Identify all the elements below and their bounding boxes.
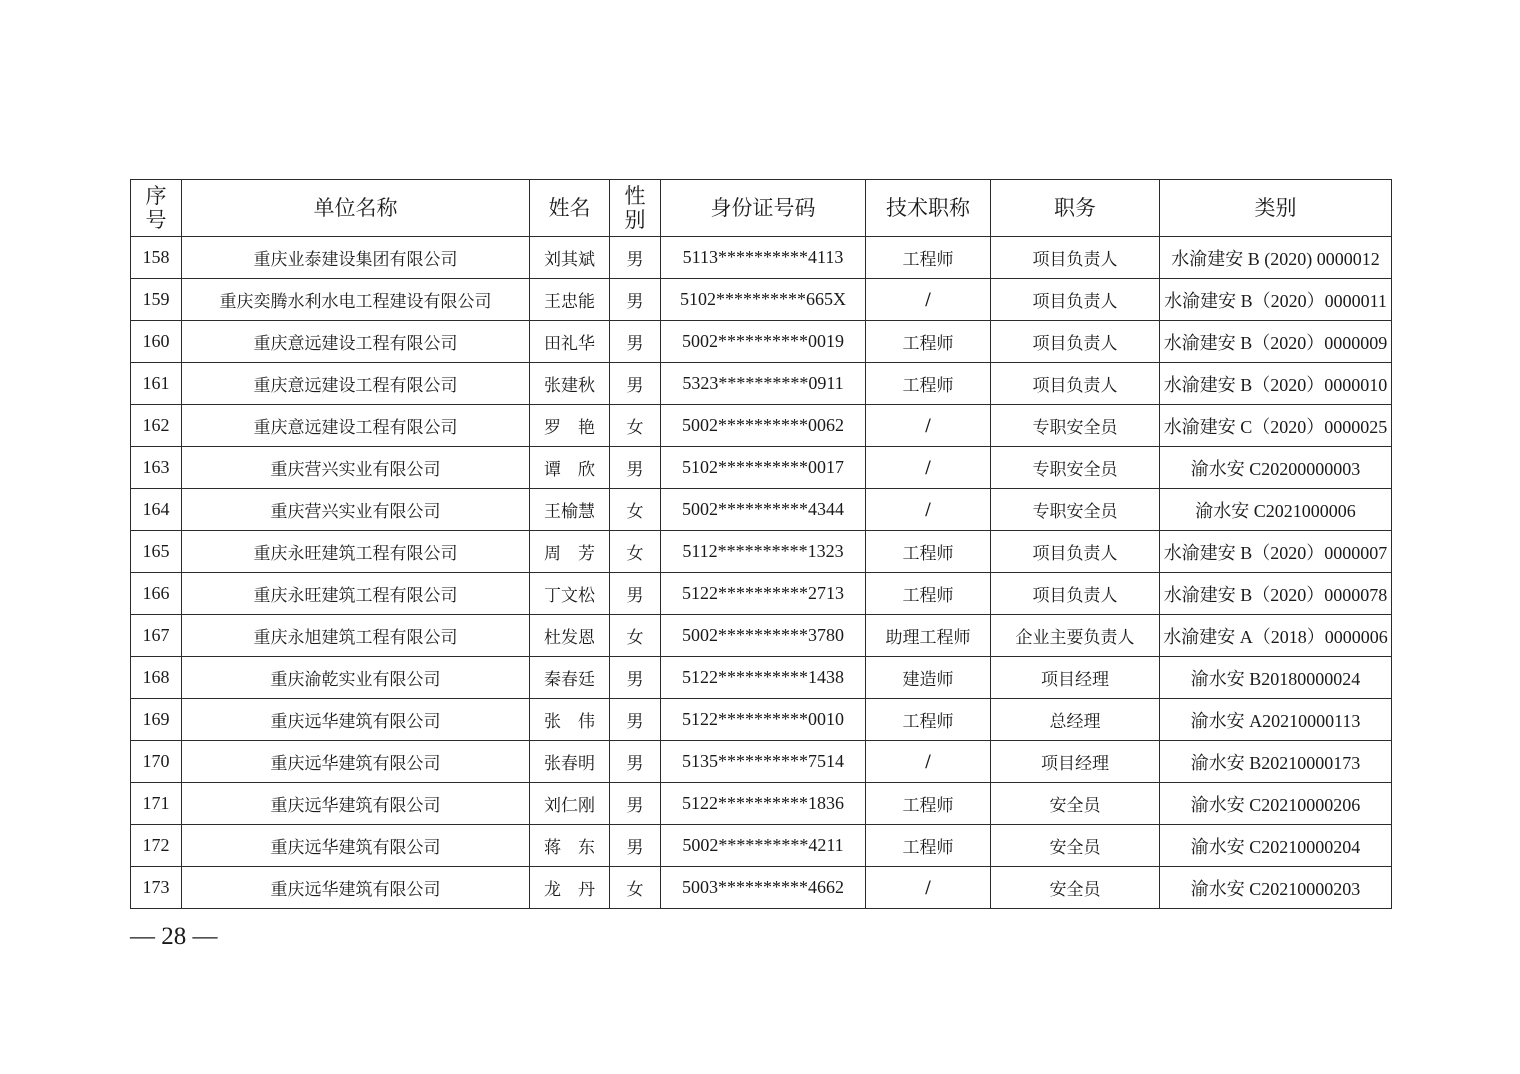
table-row bbox=[131, 489, 1392, 531]
cell-seq: 159 bbox=[131, 279, 182, 321]
personnel-table-container bbox=[130, 179, 1392, 909]
table-row bbox=[131, 405, 1392, 447]
cell-title: / bbox=[866, 405, 991, 447]
cell-title: 工程师 bbox=[866, 573, 991, 615]
cell-seq: 166 bbox=[131, 573, 182, 615]
cell-gender: 男 bbox=[610, 783, 661, 825]
cell-seq: 173 bbox=[131, 867, 182, 909]
cell-id-number: 5122**********1438 bbox=[661, 657, 866, 699]
cell-seq: 167 bbox=[131, 615, 182, 657]
header-seq bbox=[131, 180, 182, 237]
cell-position: 项目负责人 bbox=[991, 321, 1160, 363]
cell-id-number: 5122**********2713 bbox=[661, 573, 866, 615]
cell-position: 专职安全员 bbox=[991, 489, 1160, 531]
table-row bbox=[131, 867, 1392, 909]
cell-name: 张春明 bbox=[530, 741, 610, 783]
cell-name: 王忠能 bbox=[530, 279, 610, 321]
cell-gender: 女 bbox=[610, 489, 661, 531]
cell-seq: 170 bbox=[131, 741, 182, 783]
table-row bbox=[131, 447, 1392, 489]
cell-id-number: 5002**********3780 bbox=[661, 615, 866, 657]
cell-gender: 男 bbox=[610, 741, 661, 783]
cell-gender: 女 bbox=[610, 615, 661, 657]
cell-position: 项目负责人 bbox=[991, 573, 1160, 615]
cell-position: 企业主要负责人 bbox=[991, 615, 1160, 657]
table-row bbox=[131, 531, 1392, 573]
cell-category: 水渝建安 B (2020) 0000012 bbox=[1160, 237, 1392, 279]
cell-category: 渝水安 C20210000206 bbox=[1160, 783, 1392, 825]
cell-name: 谭 欣 bbox=[530, 447, 610, 489]
cell-title: 工程师 bbox=[866, 825, 991, 867]
cell-position: 项目负责人 bbox=[991, 363, 1160, 405]
cell-company: 重庆远华建筑有限公司 bbox=[182, 825, 530, 867]
page-number: — 28 — bbox=[130, 923, 218, 950]
cell-category: 渝水安 C20200000003 bbox=[1160, 447, 1392, 489]
cell-company: 重庆渝乾实业有限公司 bbox=[182, 657, 530, 699]
cell-name: 张建秋 bbox=[530, 363, 610, 405]
cell-title: 工程师 bbox=[866, 321, 991, 363]
cell-position: 项目负责人 bbox=[991, 237, 1160, 279]
cell-position: 项目经理 bbox=[991, 741, 1160, 783]
cell-title: 工程师 bbox=[866, 363, 991, 405]
header-gender-label: 性 别 bbox=[624, 184, 646, 232]
cell-name: 田礼华 bbox=[530, 321, 610, 363]
cell-name: 刘其斌 bbox=[530, 237, 610, 279]
cell-position: 安全员 bbox=[991, 783, 1160, 825]
cell-company: 重庆远华建筑有限公司 bbox=[182, 699, 530, 741]
cell-id-number: 5002**********0019 bbox=[661, 321, 866, 363]
cell-seq: 168 bbox=[131, 657, 182, 699]
cell-title: / bbox=[866, 489, 991, 531]
cell-company: 重庆永旺建筑工程有限公司 bbox=[182, 573, 530, 615]
cell-id-number: 5002**********4211 bbox=[661, 825, 866, 867]
table-row bbox=[131, 237, 1392, 279]
table-row bbox=[131, 825, 1392, 867]
cell-category: 水渝建安 B（2020）0000010 bbox=[1160, 363, 1392, 405]
cell-seq: 161 bbox=[131, 363, 182, 405]
cell-seq: 160 bbox=[131, 321, 182, 363]
cell-seq: 162 bbox=[131, 405, 182, 447]
header-position: 职务 bbox=[991, 180, 1160, 237]
table-body bbox=[131, 237, 1392, 909]
cell-company: 重庆营兴实业有限公司 bbox=[182, 489, 530, 531]
cell-name: 刘仁刚 bbox=[530, 783, 610, 825]
cell-name: 罗 艳 bbox=[530, 405, 610, 447]
cell-category: 渝水安 C20210000204 bbox=[1160, 825, 1392, 867]
header-gender bbox=[610, 180, 661, 237]
cell-title: 建造师 bbox=[866, 657, 991, 699]
table-header-row bbox=[131, 180, 1392, 237]
cell-title: / bbox=[866, 279, 991, 321]
header-company: 单位名称 bbox=[182, 180, 530, 237]
cell-company: 重庆意远建设工程有限公司 bbox=[182, 405, 530, 447]
cell-id-number: 5112**********1323 bbox=[661, 531, 866, 573]
cell-id-number: 5122**********0010 bbox=[661, 699, 866, 741]
cell-title: 工程师 bbox=[866, 237, 991, 279]
header-category: 类别 bbox=[1160, 180, 1392, 237]
header-title: 技术职称 bbox=[866, 180, 991, 237]
table-row bbox=[131, 699, 1392, 741]
cell-category: 渝水安 A20210000113 bbox=[1160, 699, 1392, 741]
cell-category: 渝水安 B20180000024 bbox=[1160, 657, 1392, 699]
cell-category: 渝水安 B20210000173 bbox=[1160, 741, 1392, 783]
cell-title: 工程师 bbox=[866, 699, 991, 741]
cell-company: 重庆意远建设工程有限公司 bbox=[182, 363, 530, 405]
cell-category: 水渝建安 C（2020）0000025 bbox=[1160, 405, 1392, 447]
cell-position: 项目经理 bbox=[991, 657, 1160, 699]
table-row bbox=[131, 573, 1392, 615]
cell-gender: 男 bbox=[610, 699, 661, 741]
header-id-number: 身份证号码 bbox=[661, 180, 866, 237]
cell-company: 重庆营兴实业有限公司 bbox=[182, 447, 530, 489]
cell-id-number: 5002**********4344 bbox=[661, 489, 866, 531]
cell-id-number: 5002**********0062 bbox=[661, 405, 866, 447]
cell-gender: 女 bbox=[610, 531, 661, 573]
cell-name: 杜发恩 bbox=[530, 615, 610, 657]
cell-category: 水渝建安 A（2018）0000006 bbox=[1160, 615, 1392, 657]
cell-category: 水渝建安 B（2020）0000078 bbox=[1160, 573, 1392, 615]
cell-category: 渝水安 C2021000006 bbox=[1160, 489, 1392, 531]
cell-gender: 男 bbox=[610, 825, 661, 867]
table-row bbox=[131, 363, 1392, 405]
cell-position: 项目负责人 bbox=[991, 531, 1160, 573]
cell-name: 龙 丹 bbox=[530, 867, 610, 909]
cell-company: 重庆远华建筑有限公司 bbox=[182, 741, 530, 783]
cell-title: 助理工程师 bbox=[866, 615, 991, 657]
cell-position: 项目负责人 bbox=[991, 279, 1160, 321]
cell-title: 工程师 bbox=[866, 783, 991, 825]
personnel-table bbox=[130, 179, 1392, 909]
cell-gender: 男 bbox=[610, 573, 661, 615]
cell-seq: 165 bbox=[131, 531, 182, 573]
cell-seq: 158 bbox=[131, 237, 182, 279]
cell-seq: 172 bbox=[131, 825, 182, 867]
cell-title: / bbox=[866, 447, 991, 489]
cell-gender: 男 bbox=[610, 363, 661, 405]
cell-name: 张 伟 bbox=[530, 699, 610, 741]
cell-id-number: 5003**********4662 bbox=[661, 867, 866, 909]
cell-category: 水渝建安 B（2020）0000007 bbox=[1160, 531, 1392, 573]
cell-category: 渝水安 C20210000203 bbox=[1160, 867, 1392, 909]
table-row bbox=[131, 657, 1392, 699]
cell-name: 蒋 东 bbox=[530, 825, 610, 867]
cell-position: 总经理 bbox=[991, 699, 1160, 741]
cell-company: 重庆远华建筑有限公司 bbox=[182, 783, 530, 825]
table-row bbox=[131, 321, 1392, 363]
cell-position: 专职安全员 bbox=[991, 447, 1160, 489]
table-row bbox=[131, 741, 1392, 783]
header-name: 姓名 bbox=[530, 180, 610, 237]
cell-name: 丁文松 bbox=[530, 573, 610, 615]
cell-name: 周 芳 bbox=[530, 531, 610, 573]
cell-seq: 163 bbox=[131, 447, 182, 489]
cell-name: 秦春廷 bbox=[530, 657, 610, 699]
cell-gender: 女 bbox=[610, 405, 661, 447]
cell-position: 安全员 bbox=[991, 825, 1160, 867]
cell-seq: 164 bbox=[131, 489, 182, 531]
cell-company: 重庆业泰建设集团有限公司 bbox=[182, 237, 530, 279]
cell-gender: 男 bbox=[610, 237, 661, 279]
cell-company: 重庆永旺建筑工程有限公司 bbox=[182, 531, 530, 573]
cell-company: 重庆奕腾水利水电工程建设有限公司 bbox=[182, 279, 530, 321]
cell-title: 工程师 bbox=[866, 531, 991, 573]
cell-position: 专职安全员 bbox=[991, 405, 1160, 447]
cell-position: 安全员 bbox=[991, 867, 1160, 909]
cell-gender: 男 bbox=[610, 279, 661, 321]
table-row bbox=[131, 615, 1392, 657]
cell-category: 水渝建安 B（2020）0000011 bbox=[1160, 279, 1392, 321]
cell-gender: 女 bbox=[610, 867, 661, 909]
cell-title: / bbox=[866, 867, 991, 909]
cell-id-number: 5323**********0911 bbox=[661, 363, 866, 405]
cell-gender: 男 bbox=[610, 657, 661, 699]
cell-title: / bbox=[866, 741, 991, 783]
cell-name: 王榆慧 bbox=[530, 489, 610, 531]
table-row bbox=[131, 783, 1392, 825]
header-seq-label: 序 号 bbox=[145, 184, 167, 232]
cell-id-number: 5135**********7514 bbox=[661, 741, 866, 783]
cell-seq: 169 bbox=[131, 699, 182, 741]
cell-company: 重庆远华建筑有限公司 bbox=[182, 867, 530, 909]
cell-gender: 男 bbox=[610, 447, 661, 489]
cell-id-number: 5122**********1836 bbox=[661, 783, 866, 825]
cell-id-number: 5113**********4113 bbox=[661, 237, 866, 279]
cell-id-number: 5102**********665X bbox=[661, 279, 866, 321]
cell-id-number: 5102**********0017 bbox=[661, 447, 866, 489]
cell-gender: 男 bbox=[610, 321, 661, 363]
cell-company: 重庆永旭建筑工程有限公司 bbox=[182, 615, 530, 657]
cell-company: 重庆意远建设工程有限公司 bbox=[182, 321, 530, 363]
table-row bbox=[131, 279, 1392, 321]
cell-seq: 171 bbox=[131, 783, 182, 825]
cell-category: 水渝建安 B（2020）0000009 bbox=[1160, 321, 1392, 363]
